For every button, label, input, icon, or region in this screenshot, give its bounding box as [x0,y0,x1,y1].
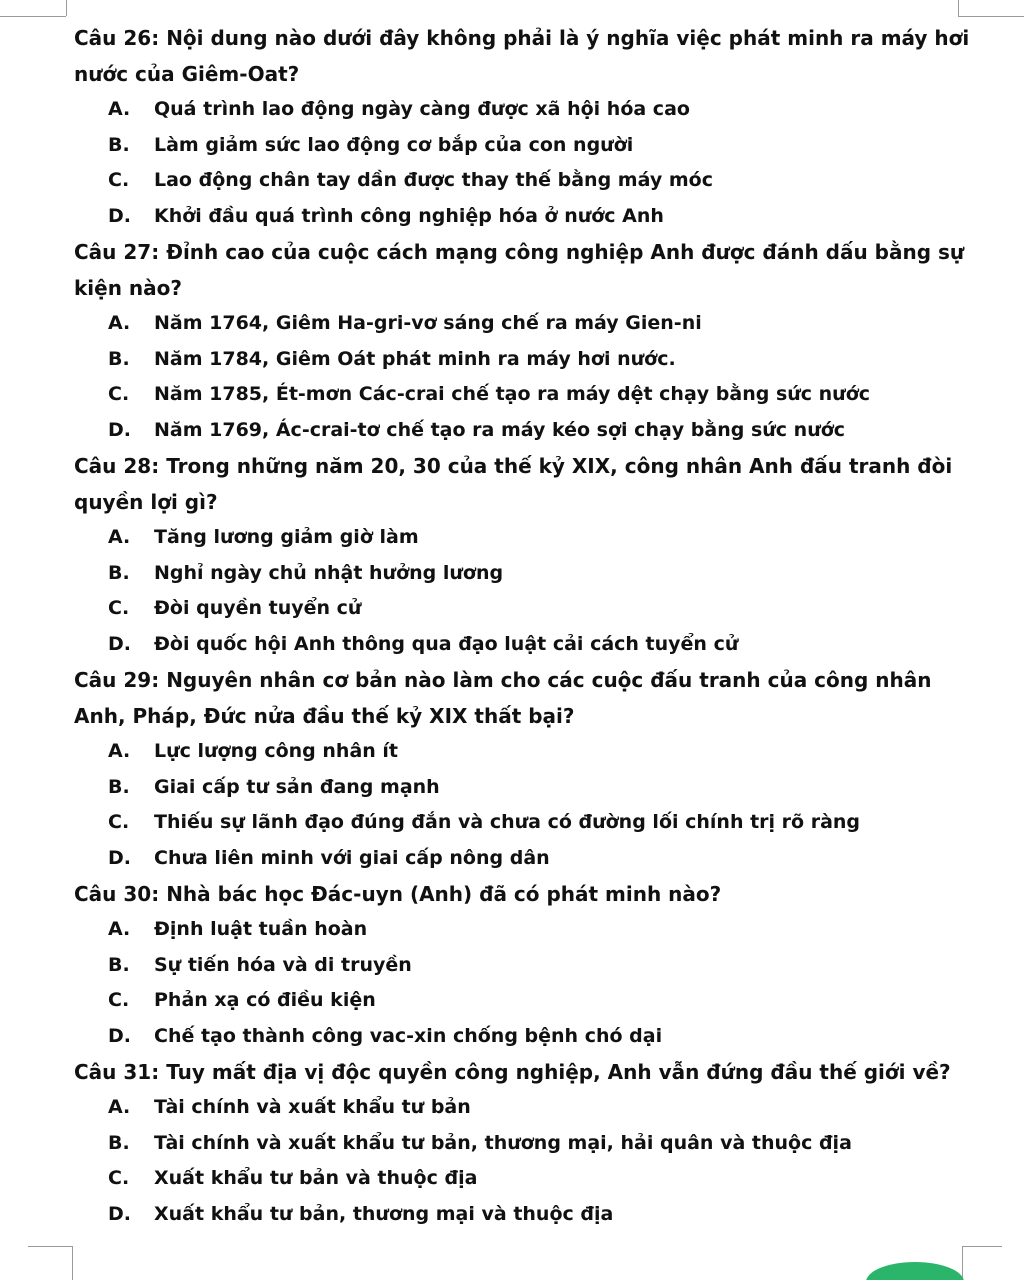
option-text: Nghỉ ngày chủ nhật hưởng lương [154,561,504,584]
answer-option[interactable] [108,413,974,449]
answer-options [74,520,974,662]
crop-mark-top-left [0,16,66,17]
crop-mark-bottom-right [962,1246,963,1280]
option-letter: C. [108,811,130,833]
option-letter: D. [108,204,131,227]
option-letter: C. [108,989,130,1011]
option-letter: D. [108,418,131,441]
option-letter: C. [108,169,130,191]
answer-options [74,912,974,1054]
crop-mark-bottom-left [28,1246,72,1247]
question-block [74,876,974,1054]
answer-option[interactable] [108,306,974,342]
answer-option[interactable] [108,377,974,413]
answer-option[interactable] [108,734,974,770]
option-text: Quá trình lao động ngày càng được xã hội hóa cao [154,98,690,120]
option-letter: C. [108,383,130,405]
answer-option[interactable] [108,1126,974,1162]
option-text: Năm 1769, Ác-crai-tơ chế tạo ra máy kéo sợi chạy bằng sức nước [154,418,846,441]
question-text [74,20,974,92]
answer-options [74,92,974,234]
option-text: Năm 1785, Ét-mơn Các-crai chế tạo ra máy dệt chạy bằng sức nước [154,383,871,405]
answer-option[interactable] [108,948,974,984]
question-text [74,234,974,306]
crop-mark-top-right [958,16,1024,17]
option-letter: B. [108,1131,130,1154]
answer-option[interactable] [108,770,974,806]
option-letter: A. [108,526,131,548]
question-label: Câu 30: [74,882,160,906]
question-text [74,876,974,912]
question-stem: Trong những năm 20, 30 của thế kỷ XIX, công nhân Anh đấu tranh đòi quyền lợi gì? [74,454,953,514]
option-text: Tăng lương giảm giờ làm [154,526,419,548]
answer-options [74,734,974,876]
question-label: Câu 29: [74,668,160,692]
question-stem: Đỉnh cao của cuộc cách mạng công nghiệp Anh được đánh dấu bằng sự kiện nào? [74,240,965,300]
answer-option[interactable] [108,627,974,663]
option-letter: D. [108,632,131,655]
option-text: Phản xạ có điều kiện [154,989,376,1011]
question-label: Câu 26: [74,26,160,50]
question-stem: Tuy mất địa vị độc quyền công nghiệp, Anh vẫn đứng đầu thế giới về? [166,1060,951,1084]
option-text: Năm 1764, Giêm Ha-gri-vơ sáng chế ra máy Gien-ni [154,312,702,334]
question-label: Câu 27: [74,240,160,264]
answer-option[interactable] [108,1090,974,1126]
option-text: Lực lượng công nhân ít [154,740,399,762]
crop-mark-bottom-right [962,1246,1002,1247]
answer-option[interactable] [108,556,974,592]
option-text: Chế tạo thành công vac-xin chống bệnh chó dại [154,1024,663,1047]
answer-option[interactable] [108,591,974,627]
crop-mark-top-left [66,0,67,16]
option-letter: D. [108,1202,131,1225]
answer-options [74,306,974,448]
answer-option[interactable] [108,342,974,378]
option-letter: B. [108,133,130,156]
option-text: Sự tiến hóa và di truyền [154,953,412,976]
question-text [74,662,974,734]
answer-option[interactable] [108,1161,974,1197]
option-letter: A. [108,1096,131,1118]
option-text: Xuất khẩu tư bản và thuộc địa [154,1167,478,1189]
answer-option[interactable] [108,912,974,948]
option-text: Năm 1784, Giêm Oát phát minh ra máy hơi nước. [154,347,676,370]
option-letter: B. [108,561,130,584]
option-text: Khởi đầu quá trình công nghiệp hóa ở nước Anh [154,204,664,227]
option-letter: C. [108,597,130,619]
question-block [74,1054,974,1232]
option-text: Đòi quốc hội Anh thông qua đạo luật cải cách tuyển cử [154,632,739,655]
answer-option[interactable] [108,1019,974,1055]
option-text: Giai cấp tư sản đang mạnh [154,775,440,798]
question-text [74,1054,974,1090]
answer-option[interactable] [108,163,974,199]
option-text: Tài chính và xuất khẩu tư bản, thương mại, hải quân và thuộc địa [154,1131,852,1154]
option-letter: A. [108,918,131,940]
question-stem: Nguyên nhân cơ bản nào làm cho các cuộc đấu tranh của công nhân Anh, Pháp, Đức nửa đầu thế kỷ XIX thất bại? [74,668,932,728]
option-text: Chưa liên minh với giai cấp nông dân [154,846,550,869]
floating-action-button[interactable] [866,1262,964,1280]
answer-option[interactable] [108,128,974,164]
crop-mark-bottom-left [72,1246,73,1280]
option-text: Tài chính và xuất khẩu tư bản [154,1096,471,1118]
option-letter: D. [108,1024,131,1047]
question-stem: Nhà bác học Đác-uyn (Anh) đã có phát minh nào? [166,882,722,906]
answer-option[interactable] [108,805,974,841]
option-text: Thiếu sự lãnh đạo đúng đắn và chưa có đường lối chính trị rõ ràng [154,811,861,833]
option-letter: A. [108,312,131,334]
question-label: Câu 31: [74,1060,160,1084]
answer-option[interactable] [108,92,974,128]
answer-option[interactable] [108,841,974,877]
question-stem: Nội dung nào dưới đây không phải là ý nghĩa việc phát minh ra máy hơi nước của Giêm-Oat? [74,26,970,86]
question-list [74,20,974,1232]
option-letter: B. [108,347,130,370]
option-letter: D. [108,846,131,869]
option-text: Đòi quyền tuyển cử [154,597,362,619]
option-text: Lao động chân tay dần được thay thế bằng máy móc [154,169,713,191]
answer-option[interactable] [108,983,974,1019]
option-letter: B. [108,953,130,976]
crop-mark-top-right [958,0,959,16]
question-block [74,234,974,448]
answer-options [74,1090,974,1232]
option-text: Xuất khẩu tư bản, thương mại và thuộc địa [154,1202,614,1225]
answer-option[interactable] [108,199,974,235]
option-letter: A. [108,740,131,762]
question-label: Câu 28: [74,454,160,478]
option-text: Định luật tuần hoàn [154,918,368,940]
answer-option[interactable] [108,1197,974,1233]
answer-option[interactable] [108,520,974,556]
option-letter: C. [108,1167,130,1189]
question-block [74,20,974,234]
option-letter: B. [108,775,130,798]
question-text [74,448,974,520]
question-block [74,448,974,662]
option-text: Làm giảm sức lao động cơ bắp của con người [154,133,634,156]
question-block [74,662,974,876]
option-letter: A. [108,98,131,120]
